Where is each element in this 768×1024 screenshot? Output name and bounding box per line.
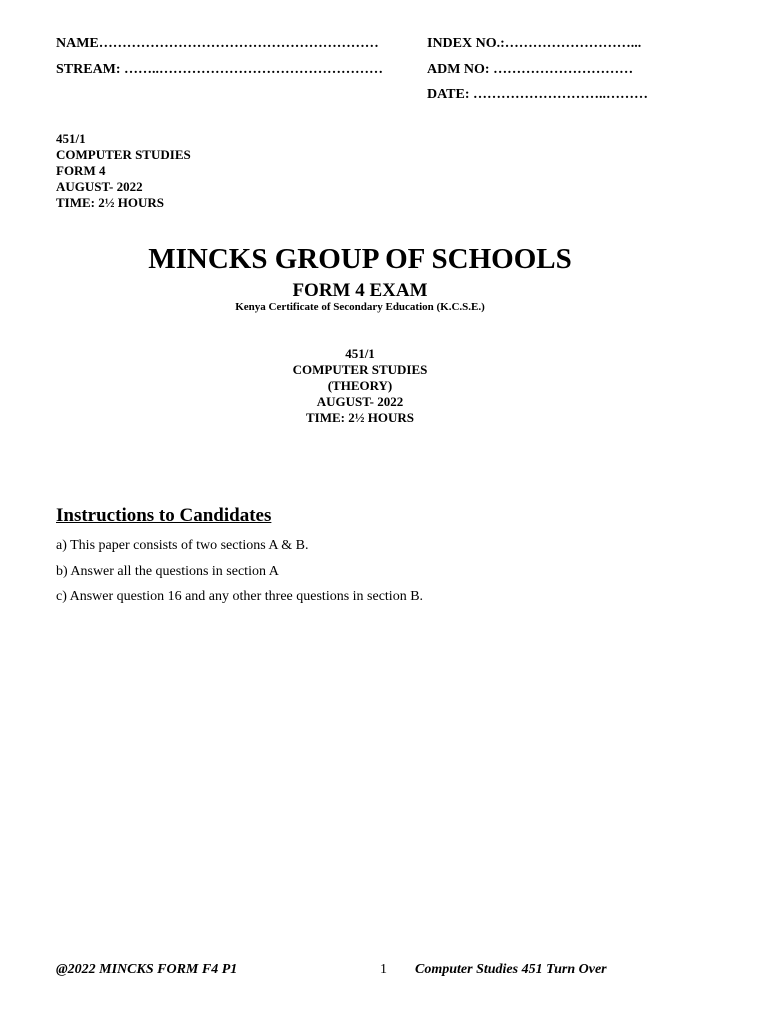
instruction-item: c) Answer question 16 and any other three questions in section B. xyxy=(56,589,424,604)
center-date: AUGUST- 2022 xyxy=(316,394,404,409)
center-subject: COMPUTER STUDIES xyxy=(292,362,428,377)
paper-date: AUGUST- 2022 xyxy=(56,179,143,194)
school-name: MINCKS GROUP OF SCHOOLS xyxy=(148,243,572,275)
page-number: 1 xyxy=(380,962,387,977)
paper-form: FORM 4 xyxy=(56,163,106,178)
stream-field: STREAM: ……..………………………………………… xyxy=(56,62,384,77)
center-code: 451/1 xyxy=(345,346,375,361)
paper-info-block xyxy=(56,131,191,211)
adm-no-field: ADM NO: ………………………… xyxy=(427,62,634,77)
instructions-heading: Instructions to Candidates xyxy=(56,505,272,526)
center-time: TIME: 2½ HOURS xyxy=(306,410,414,425)
instruction-item: b) Answer all the questions in section A xyxy=(56,564,279,579)
index-no-field: INDEX NO.:………………………... xyxy=(427,36,642,51)
exam-title: FORM 4 EXAM xyxy=(292,280,428,301)
center-info-block xyxy=(0,346,720,426)
paper-time: TIME: 2½ HOURS xyxy=(56,195,164,210)
kcse-subtitle: Kenya Certificate of Secondary Education (K.C.S.E.) xyxy=(235,301,485,313)
paper-code: 451/1 xyxy=(56,131,86,146)
footer-left: @2022 MINCKS FORM F4 P1 xyxy=(56,962,238,977)
paper-subject: COMPUTER STUDIES xyxy=(56,147,191,162)
instruction-item: a) This paper consists of two sections A & B. xyxy=(56,538,309,553)
date-field: DATE: ………………………..……… xyxy=(427,87,649,102)
center-theory: (THEORY) xyxy=(327,378,393,393)
footer-right: Computer Studies 451 Turn Over xyxy=(415,962,607,977)
name-field: NAME…………………………………………………… xyxy=(56,36,379,51)
